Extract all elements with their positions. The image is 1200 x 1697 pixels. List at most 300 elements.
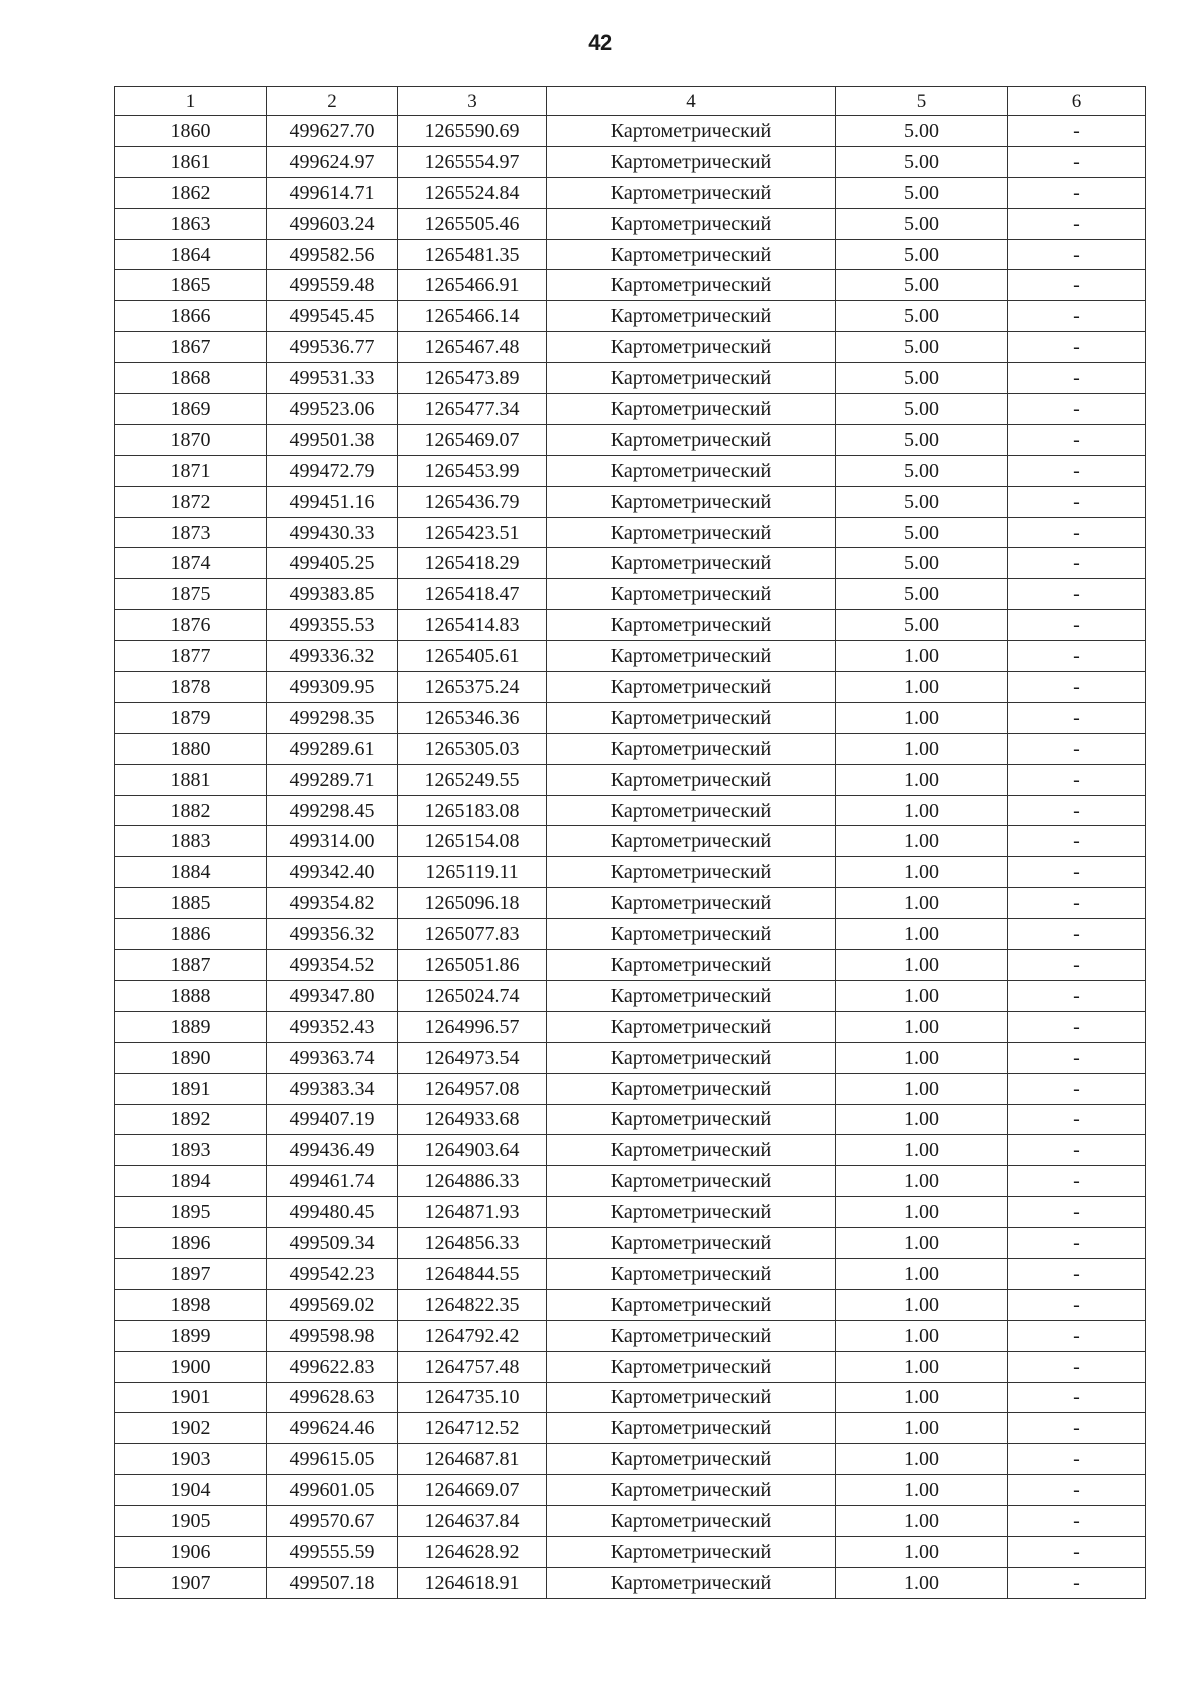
x-coordinate-cell: 499559.48 <box>267 270 398 301</box>
point-number-cell: 1869 <box>115 394 267 425</box>
accuracy-cell: 1.00 <box>836 950 1008 981</box>
note-cell: - <box>1008 394 1146 425</box>
method-cell: Картометрический <box>547 950 836 981</box>
y-coordinate-cell: 1265554.97 <box>398 146 547 177</box>
y-coordinate-cell: 1265473.89 <box>398 363 547 394</box>
x-coordinate-cell: 499289.61 <box>267 733 398 764</box>
note-cell: - <box>1008 641 1146 672</box>
x-coordinate-cell: 499356.32 <box>267 919 398 950</box>
point-number-cell: 1883 <box>115 826 267 857</box>
y-coordinate-cell: 1264871.93 <box>398 1197 547 1228</box>
accuracy-cell: 1.00 <box>836 1506 1008 1537</box>
accuracy-cell: 5.00 <box>836 455 1008 486</box>
y-coordinate-cell: 1264822.35 <box>398 1289 547 1320</box>
table-row <box>115 950 1146 981</box>
accuracy-cell: 1.00 <box>836 1166 1008 1197</box>
note-cell: - <box>1008 1351 1146 1382</box>
table-row <box>115 610 1146 641</box>
note-cell: - <box>1008 950 1146 981</box>
table-row <box>115 1197 1146 1228</box>
accuracy-cell: 1.00 <box>836 641 1008 672</box>
y-coordinate-cell: 1264757.48 <box>398 1351 547 1382</box>
accuracy-cell: 1.00 <box>836 1197 1008 1228</box>
table-row <box>115 116 1146 147</box>
x-coordinate-cell: 499531.33 <box>267 363 398 394</box>
note-cell: - <box>1008 1289 1146 1320</box>
note-cell: - <box>1008 1073 1146 1104</box>
note-cell: - <box>1008 1104 1146 1135</box>
point-number-cell: 1891 <box>115 1073 267 1104</box>
x-coordinate-cell: 499383.34 <box>267 1073 398 1104</box>
x-coordinate-cell: 499298.35 <box>267 702 398 733</box>
table-row <box>115 1289 1146 1320</box>
table-row <box>115 764 1146 795</box>
method-cell: Картометрический <box>547 610 836 641</box>
accuracy-cell: 5.00 <box>836 301 1008 332</box>
note-cell: - <box>1008 517 1146 548</box>
accuracy-cell: 5.00 <box>836 332 1008 363</box>
accuracy-cell: 5.00 <box>836 610 1008 641</box>
note-cell: - <box>1008 1444 1146 1475</box>
x-coordinate-cell: 499355.53 <box>267 610 398 641</box>
x-coordinate-cell: 499289.71 <box>267 764 398 795</box>
table-row <box>115 1506 1146 1537</box>
method-cell: Картометрический <box>547 146 836 177</box>
note-cell: - <box>1008 1475 1146 1506</box>
table-row <box>115 455 1146 486</box>
point-number-cell: 1904 <box>115 1475 267 1506</box>
x-coordinate-cell: 499363.74 <box>267 1042 398 1073</box>
x-coordinate-cell: 499627.70 <box>267 116 398 147</box>
note-cell: - <box>1008 857 1146 888</box>
table-row <box>115 1042 1146 1073</box>
note-cell: - <box>1008 1536 1146 1567</box>
accuracy-cell: 1.00 <box>836 1042 1008 1073</box>
point-number-cell: 1860 <box>115 116 267 147</box>
note-cell: - <box>1008 208 1146 239</box>
y-coordinate-cell: 1265414.83 <box>398 610 547 641</box>
x-coordinate-cell: 499624.46 <box>267 1413 398 1444</box>
table-row <box>115 857 1146 888</box>
method-cell: Картометрический <box>547 1506 836 1537</box>
x-coordinate-cell: 499298.45 <box>267 795 398 826</box>
table-row <box>115 702 1146 733</box>
y-coordinate-cell: 1265077.83 <box>398 919 547 950</box>
y-coordinate-cell: 1265423.51 <box>398 517 547 548</box>
accuracy-cell: 1.00 <box>836 826 1008 857</box>
y-coordinate-cell: 1264856.33 <box>398 1228 547 1259</box>
point-number-cell: 1896 <box>115 1228 267 1259</box>
point-number-cell: 1867 <box>115 332 267 363</box>
y-coordinate-cell: 1265467.48 <box>398 332 547 363</box>
x-coordinate-cell: 499555.59 <box>267 1536 398 1567</box>
x-coordinate-cell: 499570.67 <box>267 1506 398 1537</box>
y-coordinate-cell: 1265119.11 <box>398 857 547 888</box>
x-coordinate-cell: 499461.74 <box>267 1166 398 1197</box>
column-header-2: 2 <box>267 87 398 116</box>
point-number-cell: 1895 <box>115 1197 267 1228</box>
method-cell: Картометрический <box>547 672 836 703</box>
note-cell: - <box>1008 548 1146 579</box>
table-row <box>115 919 1146 950</box>
x-coordinate-cell: 499545.45 <box>267 301 398 332</box>
method-cell: Картометрический <box>547 733 836 764</box>
x-coordinate-cell: 499507.18 <box>267 1567 398 1598</box>
accuracy-cell: 1.00 <box>836 1135 1008 1166</box>
y-coordinate-cell: 1264735.10 <box>398 1382 547 1413</box>
point-number-cell: 1884 <box>115 857 267 888</box>
accuracy-cell: 5.00 <box>836 424 1008 455</box>
y-coordinate-cell: 1265051.86 <box>398 950 547 981</box>
table-row <box>115 888 1146 919</box>
method-cell: Картометрический <box>547 1351 836 1382</box>
note-cell: - <box>1008 301 1146 332</box>
point-number-cell: 1889 <box>115 1011 267 1042</box>
x-coordinate-cell: 499405.25 <box>267 548 398 579</box>
note-cell: - <box>1008 146 1146 177</box>
accuracy-cell: 1.00 <box>836 1320 1008 1351</box>
table-row <box>115 1011 1146 1042</box>
method-cell: Картометрический <box>547 270 836 301</box>
point-number-cell: 1897 <box>115 1258 267 1289</box>
y-coordinate-cell: 1265453.99 <box>398 455 547 486</box>
y-coordinate-cell: 1265524.84 <box>398 177 547 208</box>
point-number-cell: 1900 <box>115 1351 267 1382</box>
y-coordinate-cell: 1264933.68 <box>398 1104 547 1135</box>
table-row <box>115 1413 1146 1444</box>
method-cell: Картометрический <box>547 1567 836 1598</box>
table-row <box>115 208 1146 239</box>
accuracy-cell: 5.00 <box>836 270 1008 301</box>
note-cell: - <box>1008 733 1146 764</box>
method-cell: Картометрический <box>547 1444 836 1475</box>
point-number-cell: 1902 <box>115 1413 267 1444</box>
point-number-cell: 1887 <box>115 950 267 981</box>
x-coordinate-cell: 499354.52 <box>267 950 398 981</box>
accuracy-cell: 1.00 <box>836 1011 1008 1042</box>
point-number-cell: 1888 <box>115 980 267 1011</box>
point-number-cell: 1868 <box>115 363 267 394</box>
method-cell: Картометрический <box>547 888 836 919</box>
x-coordinate-cell: 499354.82 <box>267 888 398 919</box>
method-cell: Картометрический <box>547 1320 836 1351</box>
note-cell: - <box>1008 177 1146 208</box>
point-number-cell: 1906 <box>115 1536 267 1567</box>
method-cell: Картометрический <box>547 795 836 826</box>
note-cell: - <box>1008 239 1146 270</box>
y-coordinate-cell: 1264712.52 <box>398 1413 547 1444</box>
x-coordinate-cell: 499509.34 <box>267 1228 398 1259</box>
table-row <box>115 733 1146 764</box>
note-cell: - <box>1008 1197 1146 1228</box>
method-cell: Картометрический <box>547 177 836 208</box>
method-cell: Картометрический <box>547 1166 836 1197</box>
table-row <box>115 239 1146 270</box>
y-coordinate-cell: 1264957.08 <box>398 1073 547 1104</box>
point-number-cell: 1890 <box>115 1042 267 1073</box>
method-cell: Картометрический <box>547 1475 836 1506</box>
y-coordinate-cell: 1265154.08 <box>398 826 547 857</box>
note-cell: - <box>1008 1320 1146 1351</box>
method-cell: Картометрический <box>547 1197 836 1228</box>
x-coordinate-cell: 499342.40 <box>267 857 398 888</box>
table-row <box>115 1444 1146 1475</box>
method-cell: Картометрический <box>547 980 836 1011</box>
accuracy-cell: 5.00 <box>836 208 1008 239</box>
accuracy-cell: 1.00 <box>836 1382 1008 1413</box>
y-coordinate-cell: 1264844.55 <box>398 1258 547 1289</box>
method-cell: Картометрический <box>547 332 836 363</box>
y-coordinate-cell: 1265418.47 <box>398 579 547 610</box>
accuracy-cell: 5.00 <box>836 177 1008 208</box>
x-coordinate-cell: 499501.38 <box>267 424 398 455</box>
x-coordinate-cell: 499598.98 <box>267 1320 398 1351</box>
point-number-cell: 1882 <box>115 795 267 826</box>
method-cell: Картометрический <box>547 363 836 394</box>
point-number-cell: 1880 <box>115 733 267 764</box>
x-coordinate-cell: 499523.06 <box>267 394 398 425</box>
point-number-cell: 1881 <box>115 764 267 795</box>
x-coordinate-cell: 499383.85 <box>267 579 398 610</box>
y-coordinate-cell: 1265375.24 <box>398 672 547 703</box>
y-coordinate-cell: 1265505.46 <box>398 208 547 239</box>
y-coordinate-cell: 1265466.14 <box>398 301 547 332</box>
y-coordinate-cell: 1265405.61 <box>398 641 547 672</box>
note-cell: - <box>1008 919 1146 950</box>
point-number-cell: 1864 <box>115 239 267 270</box>
column-header-1: 1 <box>115 87 267 116</box>
x-coordinate-cell: 499536.77 <box>267 332 398 363</box>
table-row <box>115 332 1146 363</box>
x-coordinate-cell: 499615.05 <box>267 1444 398 1475</box>
accuracy-cell: 1.00 <box>836 672 1008 703</box>
y-coordinate-cell: 1265346.36 <box>398 702 547 733</box>
table-row <box>115 1104 1146 1135</box>
note-cell: - <box>1008 270 1146 301</box>
y-coordinate-cell: 1265477.34 <box>398 394 547 425</box>
method-cell: Картометрический <box>547 301 836 332</box>
note-cell: - <box>1008 764 1146 795</box>
table-row <box>115 177 1146 208</box>
accuracy-cell: 1.00 <box>836 1073 1008 1104</box>
x-coordinate-cell: 499601.05 <box>267 1475 398 1506</box>
accuracy-cell: 5.00 <box>836 146 1008 177</box>
table-row <box>115 1320 1146 1351</box>
accuracy-cell: 1.00 <box>836 1104 1008 1135</box>
point-number-cell: 1905 <box>115 1506 267 1537</box>
method-cell: Картометрический <box>547 1382 836 1413</box>
accuracy-cell: 1.00 <box>836 1567 1008 1598</box>
accuracy-cell: 5.00 <box>836 517 1008 548</box>
method-cell: Картометрический <box>547 702 836 733</box>
coordinates-table <box>114 86 1146 1599</box>
table-row <box>115 270 1146 301</box>
method-cell: Картометрический <box>547 1104 836 1135</box>
method-cell: Картометрический <box>547 764 836 795</box>
table-row <box>115 1382 1146 1413</box>
accuracy-cell: 1.00 <box>836 1444 1008 1475</box>
note-cell: - <box>1008 363 1146 394</box>
table-row <box>115 424 1146 455</box>
point-number-cell: 1871 <box>115 455 267 486</box>
note-cell: - <box>1008 1258 1146 1289</box>
point-number-cell: 1893 <box>115 1135 267 1166</box>
point-number-cell: 1907 <box>115 1567 267 1598</box>
table-row <box>115 1536 1146 1567</box>
column-header-5: 5 <box>836 87 1008 116</box>
point-number-cell: 1898 <box>115 1289 267 1320</box>
note-cell: - <box>1008 1042 1146 1073</box>
x-coordinate-cell: 499480.45 <box>267 1197 398 1228</box>
note-cell: - <box>1008 672 1146 703</box>
point-number-cell: 1894 <box>115 1166 267 1197</box>
accuracy-cell: 1.00 <box>836 702 1008 733</box>
accuracy-cell: 1.00 <box>836 795 1008 826</box>
accuracy-cell: 5.00 <box>836 486 1008 517</box>
method-cell: Картометрический <box>547 517 836 548</box>
note-cell: - <box>1008 795 1146 826</box>
point-number-cell: 1886 <box>115 919 267 950</box>
method-cell: Картометрический <box>547 394 836 425</box>
method-cell: Картометрический <box>547 1073 836 1104</box>
accuracy-cell: 1.00 <box>836 1536 1008 1567</box>
note-cell: - <box>1008 1228 1146 1259</box>
method-cell: Картометрический <box>547 424 836 455</box>
table-row <box>115 672 1146 703</box>
y-coordinate-cell: 1264628.92 <box>398 1536 547 1567</box>
y-coordinate-cell: 1264903.64 <box>398 1135 547 1166</box>
point-number-cell: 1885 <box>115 888 267 919</box>
point-number-cell: 1862 <box>115 177 267 208</box>
method-cell: Картометрический <box>547 1135 836 1166</box>
column-header-3: 3 <box>398 87 547 116</box>
accuracy-cell: 5.00 <box>836 394 1008 425</box>
point-number-cell: 1878 <box>115 672 267 703</box>
x-coordinate-cell: 499628.63 <box>267 1382 398 1413</box>
point-number-cell: 1877 <box>115 641 267 672</box>
method-cell: Картометрический <box>547 1228 836 1259</box>
y-coordinate-cell: 1265249.55 <box>398 764 547 795</box>
y-coordinate-cell: 1264637.84 <box>398 1506 547 1537</box>
y-coordinate-cell: 1265096.18 <box>398 888 547 919</box>
method-cell: Картометрический <box>547 116 836 147</box>
accuracy-cell: 1.00 <box>836 1413 1008 1444</box>
y-coordinate-cell: 1264792.42 <box>398 1320 547 1351</box>
y-coordinate-cell: 1265418.29 <box>398 548 547 579</box>
y-coordinate-cell: 1264886.33 <box>398 1166 547 1197</box>
y-coordinate-cell: 1265305.03 <box>398 733 547 764</box>
x-coordinate-cell: 499569.02 <box>267 1289 398 1320</box>
y-coordinate-cell: 1265183.08 <box>398 795 547 826</box>
note-cell: - <box>1008 610 1146 641</box>
y-coordinate-cell: 1265469.07 <box>398 424 547 455</box>
table-header <box>115 87 1146 116</box>
column-header-6: 6 <box>1008 87 1146 116</box>
accuracy-cell: 5.00 <box>836 579 1008 610</box>
point-number-cell: 1899 <box>115 1320 267 1351</box>
accuracy-cell: 1.00 <box>836 857 1008 888</box>
point-number-cell: 1863 <box>115 208 267 239</box>
y-coordinate-cell: 1264687.81 <box>398 1444 547 1475</box>
point-number-cell: 1892 <box>115 1104 267 1135</box>
method-cell: Картометрический <box>547 486 836 517</box>
note-cell: - <box>1008 486 1146 517</box>
note-cell: - <box>1008 1382 1146 1413</box>
table-row <box>115 579 1146 610</box>
note-cell: - <box>1008 1135 1146 1166</box>
table-row <box>115 1135 1146 1166</box>
note-cell: - <box>1008 1166 1146 1197</box>
x-coordinate-cell: 499472.79 <box>267 455 398 486</box>
y-coordinate-cell: 1265481.35 <box>398 239 547 270</box>
note-cell: - <box>1008 455 1146 486</box>
method-cell: Картометрический <box>547 579 836 610</box>
note-cell: - <box>1008 579 1146 610</box>
table-row <box>115 1228 1146 1259</box>
accuracy-cell: 1.00 <box>836 1475 1008 1506</box>
x-coordinate-cell: 499542.23 <box>267 1258 398 1289</box>
method-cell: Картометрический <box>547 857 836 888</box>
method-cell: Картометрический <box>547 919 836 950</box>
accuracy-cell: 1.00 <box>836 1258 1008 1289</box>
table-row <box>115 795 1146 826</box>
x-coordinate-cell: 499407.19 <box>267 1104 398 1135</box>
table-row <box>115 517 1146 548</box>
x-coordinate-cell: 499336.32 <box>267 641 398 672</box>
x-coordinate-cell: 499352.43 <box>267 1011 398 1042</box>
method-cell: Картометрический <box>547 548 836 579</box>
x-coordinate-cell: 499347.80 <box>267 980 398 1011</box>
accuracy-cell: 1.00 <box>836 764 1008 795</box>
point-number-cell: 1874 <box>115 548 267 579</box>
y-coordinate-cell: 1264669.07 <box>398 1475 547 1506</box>
point-number-cell: 1903 <box>115 1444 267 1475</box>
accuracy-cell: 1.00 <box>836 1228 1008 1259</box>
method-cell: Картометрический <box>547 1289 836 1320</box>
method-cell: Картометрический <box>547 455 836 486</box>
accuracy-cell: 1.00 <box>836 1351 1008 1382</box>
y-coordinate-cell: 1265590.69 <box>398 116 547 147</box>
x-coordinate-cell: 499603.24 <box>267 208 398 239</box>
table-row <box>115 1258 1146 1289</box>
method-cell: Картометрический <box>547 641 836 672</box>
accuracy-cell: 1.00 <box>836 919 1008 950</box>
method-cell: Картометрический <box>547 1413 836 1444</box>
point-number-cell: 1865 <box>115 270 267 301</box>
method-cell: Картометрический <box>547 239 836 270</box>
accuracy-cell: 5.00 <box>836 239 1008 270</box>
table-row <box>115 1166 1146 1197</box>
note-cell: - <box>1008 1567 1146 1598</box>
point-number-cell: 1873 <box>115 517 267 548</box>
table-row <box>115 1475 1146 1506</box>
method-cell: Картометрический <box>547 1536 836 1567</box>
method-cell: Картометрический <box>547 1042 836 1073</box>
x-coordinate-cell: 499451.16 <box>267 486 398 517</box>
y-coordinate-cell: 1264996.57 <box>398 1011 547 1042</box>
header-row <box>115 87 1146 116</box>
x-coordinate-cell: 499622.83 <box>267 1351 398 1382</box>
table-body <box>115 116 1146 1599</box>
y-coordinate-cell: 1265024.74 <box>398 980 547 1011</box>
y-coordinate-cell: 1265436.79 <box>398 486 547 517</box>
table-row <box>115 363 1146 394</box>
point-number-cell: 1875 <box>115 579 267 610</box>
method-cell: Картометрический <box>547 208 836 239</box>
table-row <box>115 394 1146 425</box>
point-number-cell: 1876 <box>115 610 267 641</box>
table-row <box>115 146 1146 177</box>
